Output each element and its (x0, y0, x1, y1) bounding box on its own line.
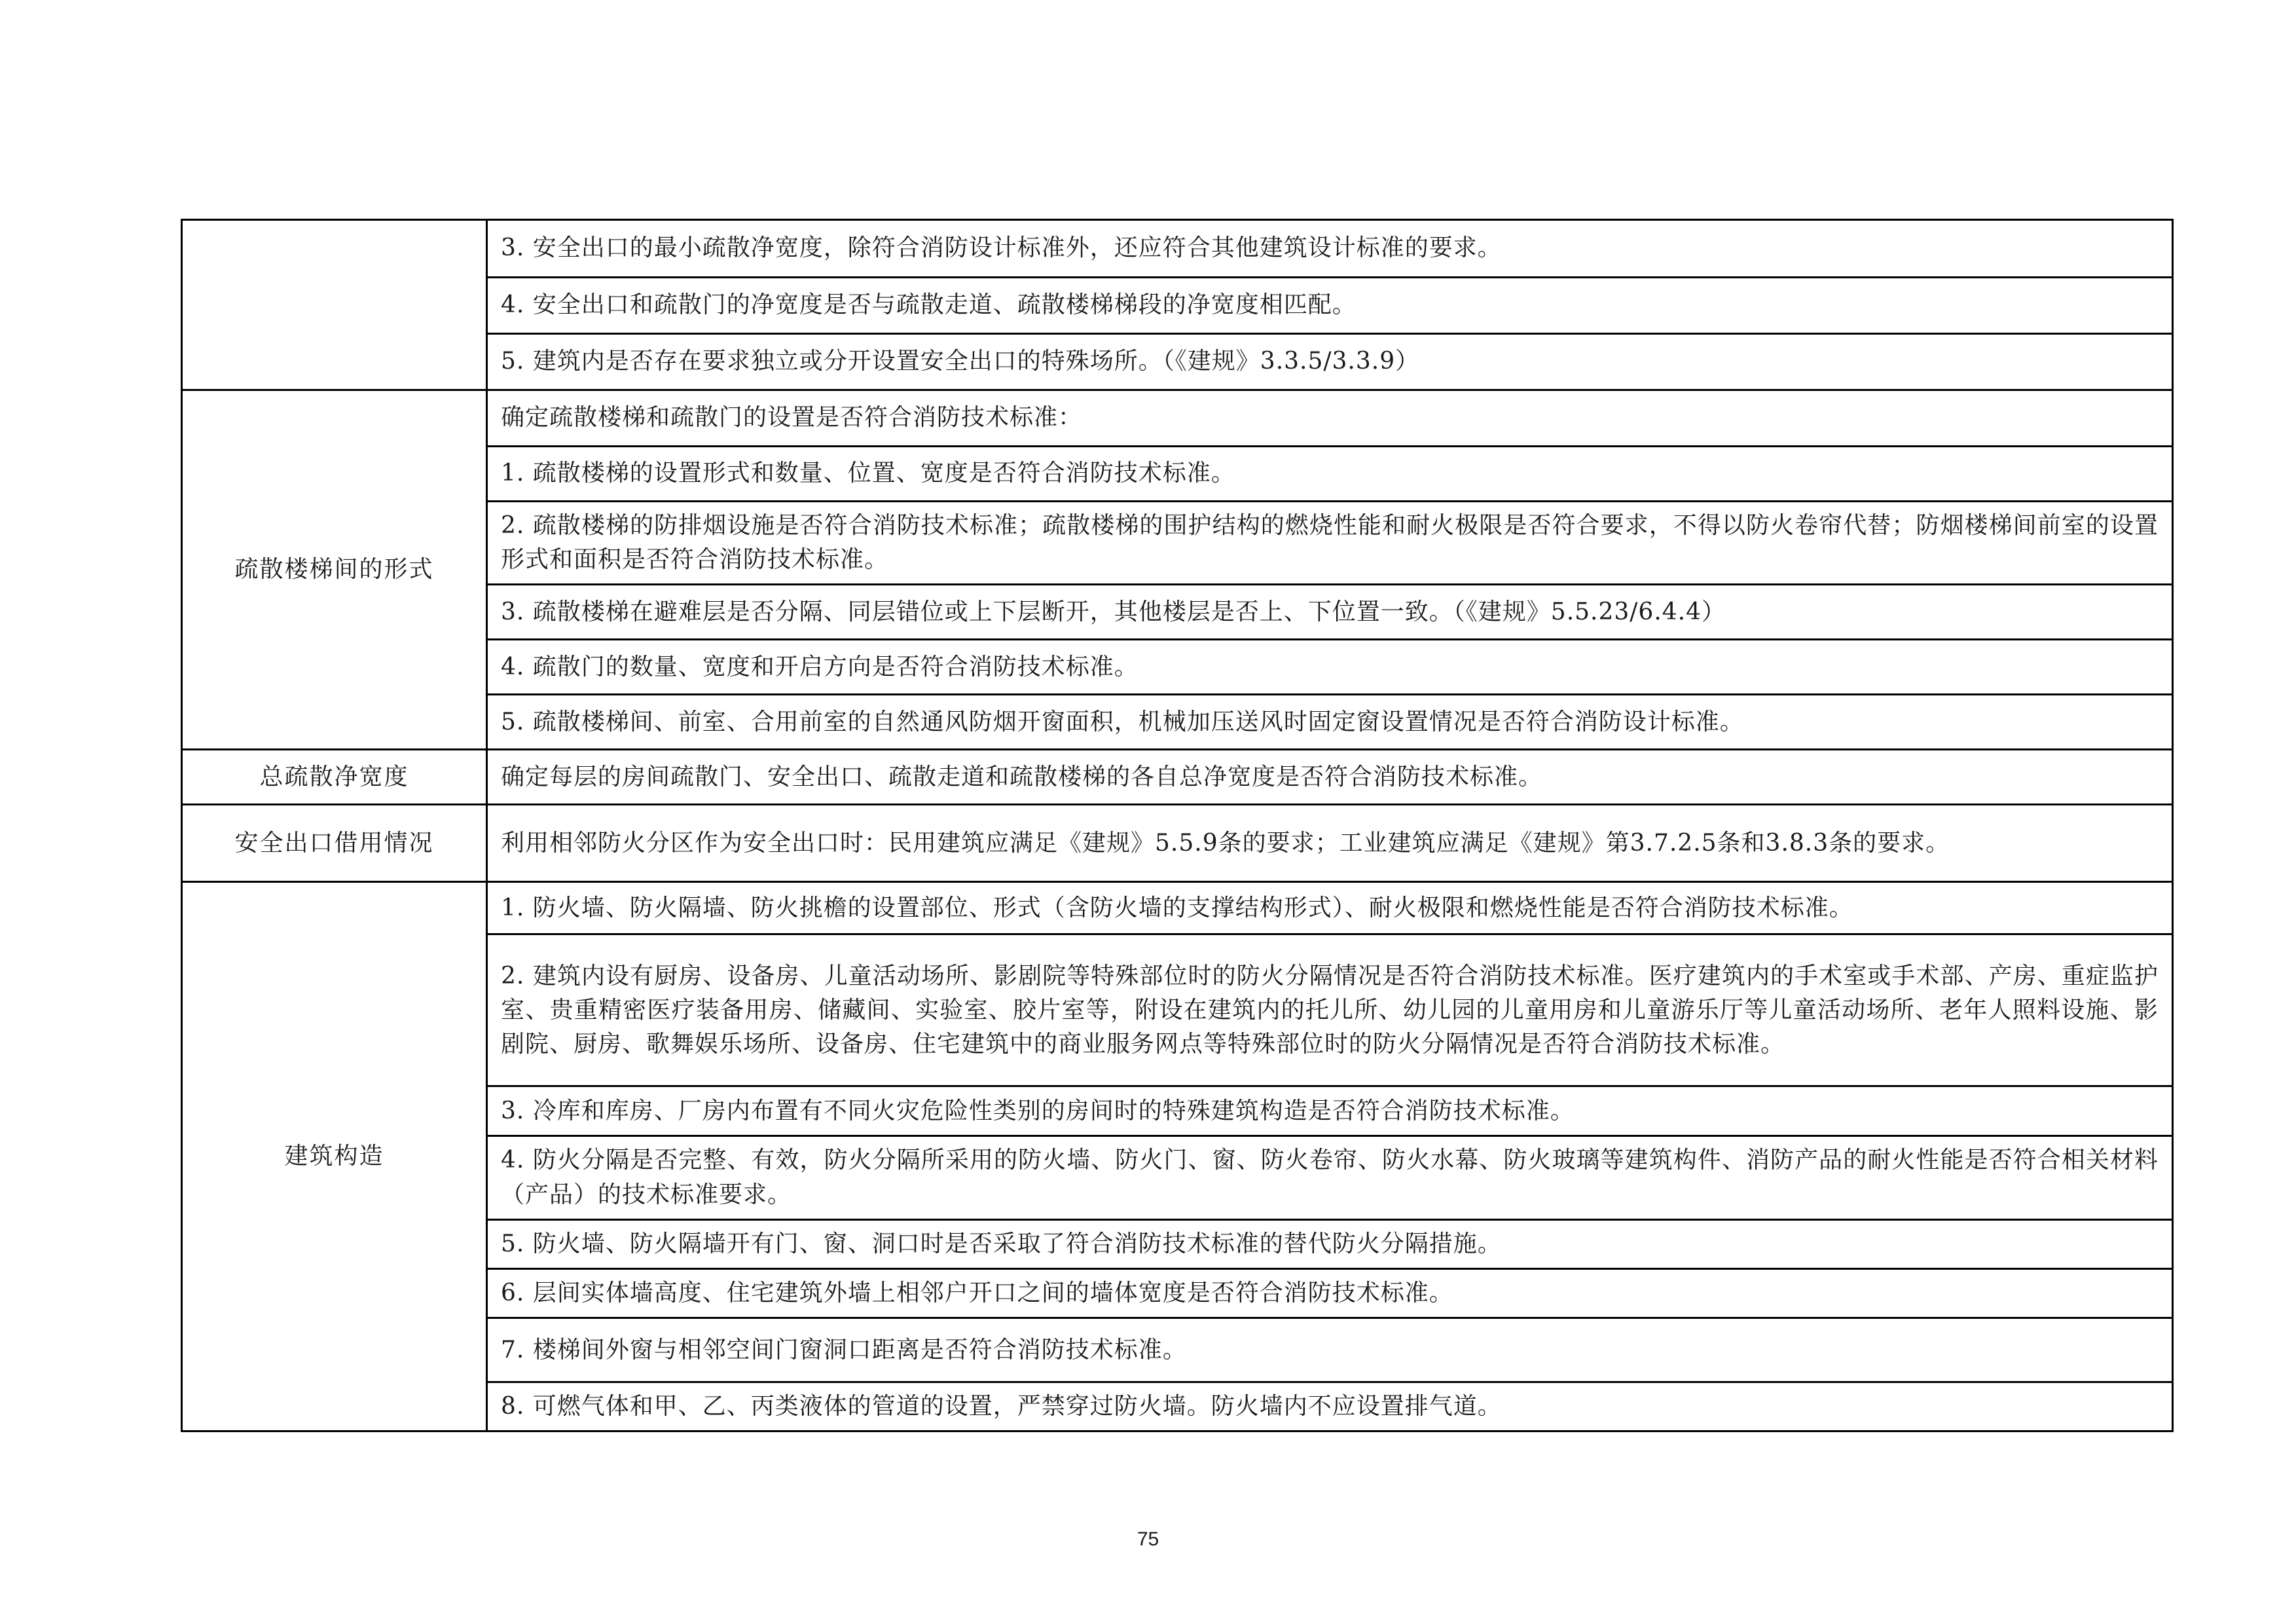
item-cell: 4. 防火分隔是否完整、有效，防火分隔所采用的防火墙、防火门、窗、防火卷帘、防火水幕、防火玻璃等建筑构件、消防产品的耐火性能是否符合相关材料（产品）的技术标准要求。 (487, 1136, 2173, 1219)
item-cell: 5. 建筑内是否存在要求独立或分开设置安全出口的特殊场所。（《建规》3.3.5/3.3.9） (487, 334, 2173, 390)
category-cell-continued (182, 220, 487, 390)
item-cell: 2. 建筑内设有厨房、设备房、儿童活动场所、影剧院等特殊部位时的防火分隔情况是否符合消防技术标准。医疗建筑内的手术室或手术部、产房、重症监护室、贵重精密医疗装备用房、储藏间、实验室、胶片室等，附设在建筑内的托儿所、幼儿园的儿童用房和儿童游乐厅等儿童活动场所、老年人照料设施、影剧院、厨房、歌舞娱乐场所、设备房、住宅建筑中的商业服务网点等特殊部位时的防火分隔情况是否符合消防技术标准。 (487, 934, 2173, 1086)
item-cell: 8. 可燃气体和甲、乙、丙类液体的管道的设置，严禁穿过防火墙。防火墙内不应设置排气道。 (487, 1382, 2173, 1431)
item-cell: 3. 冷库和库房、厂房内布置有不同火灾危险性类别的房间时的特殊建筑构造是否符合消防技术标准。 (487, 1086, 2173, 1136)
item-cell: 5. 疏散楼梯间、前室、合用前室的自然通风防烟开窗面积，机械加压送风时固定窗设置情况是否符合消防设计标准。 (487, 695, 2173, 750)
item-cell: 5. 防火墙、防火隔墙开有门、窗、洞口时是否采取了符合消防技术标准的替代防火分隔措施。 (487, 1219, 2173, 1268)
table-row (182, 805, 2173, 882)
page-number: 75 (1137, 1528, 1159, 1550)
category-cell-total-width: 总疏散净宽度 (182, 750, 487, 805)
item-cell: 确定每层的房间疏散门、安全出口、疏散走道和疏散楼梯的各自总净宽度是否符合消防技术标准。 (487, 750, 2173, 805)
item-cell: 7. 楼梯间外窗与相邻空间门窗洞口距离是否符合消防技术标准。 (487, 1318, 2173, 1382)
review-checklist-table (181, 219, 2174, 1432)
table-row (182, 220, 2173, 278)
table-row (182, 750, 2173, 805)
item-cell: 1. 疏散楼梯的设置形式和数量、位置、宽度是否符合消防技术标准。 (487, 447, 2173, 502)
table-row (182, 882, 2173, 934)
category-cell-building-construction: 建筑构造 (182, 882, 487, 1431)
table-row (182, 390, 2173, 447)
item-cell: 2. 疏散楼梯的防排烟设施是否符合消防技术标准；疏散楼梯的围护结构的燃烧性能和耐火极限是否符合要求，不得以防火卷帘代替；防烟楼梯间前室的设置形式和面积是否符合消防技术标准。 (487, 502, 2173, 585)
item-cell: 1. 防火墙、防火隔墙、防火挑檐的设置部位、形式（含防火墙的支撑结构形式）、耐火极限和燃烧性能是否符合消防技术标准。 (487, 882, 2173, 934)
item-cell: 4. 安全出口和疏散门的净宽度是否与疏散走道、疏散楼梯梯段的净宽度相匹配。 (487, 278, 2173, 334)
item-cell: 3. 疏散楼梯在避难层是否分隔、同层错位或上下层断开，其他楼层是否上、下位置一致。（《建规》5.5.23/6.4.4） (487, 585, 2173, 640)
item-cell: 确定疏散楼梯和疏散门的设置是否符合消防技术标准： (487, 390, 2173, 447)
item-cell: 4. 疏散门的数量、宽度和开启方向是否符合消防技术标准。 (487, 640, 2173, 695)
category-cell-exit-borrowing: 安全出口借用情况 (182, 805, 487, 882)
item-cell: 3. 安全出口的最小疏散净宽度，除符合消防设计标准外，还应符合其他建筑设计标准的要求。 (487, 220, 2173, 278)
item-cell: 利用相邻防火分区作为安全出口时：民用建筑应满足《建规》5.5.9条的要求；工业建筑应满足《建规》第3.7.2.5条和3.8.3条的要求。 (487, 805, 2173, 882)
category-cell-stair-form: 疏散楼梯间的形式 (182, 390, 487, 750)
item-cell: 6. 层间实体墙高度、住宅建筑外墙上相邻户开口之间的墙体宽度是否符合消防技术标准。 (487, 1268, 2173, 1318)
